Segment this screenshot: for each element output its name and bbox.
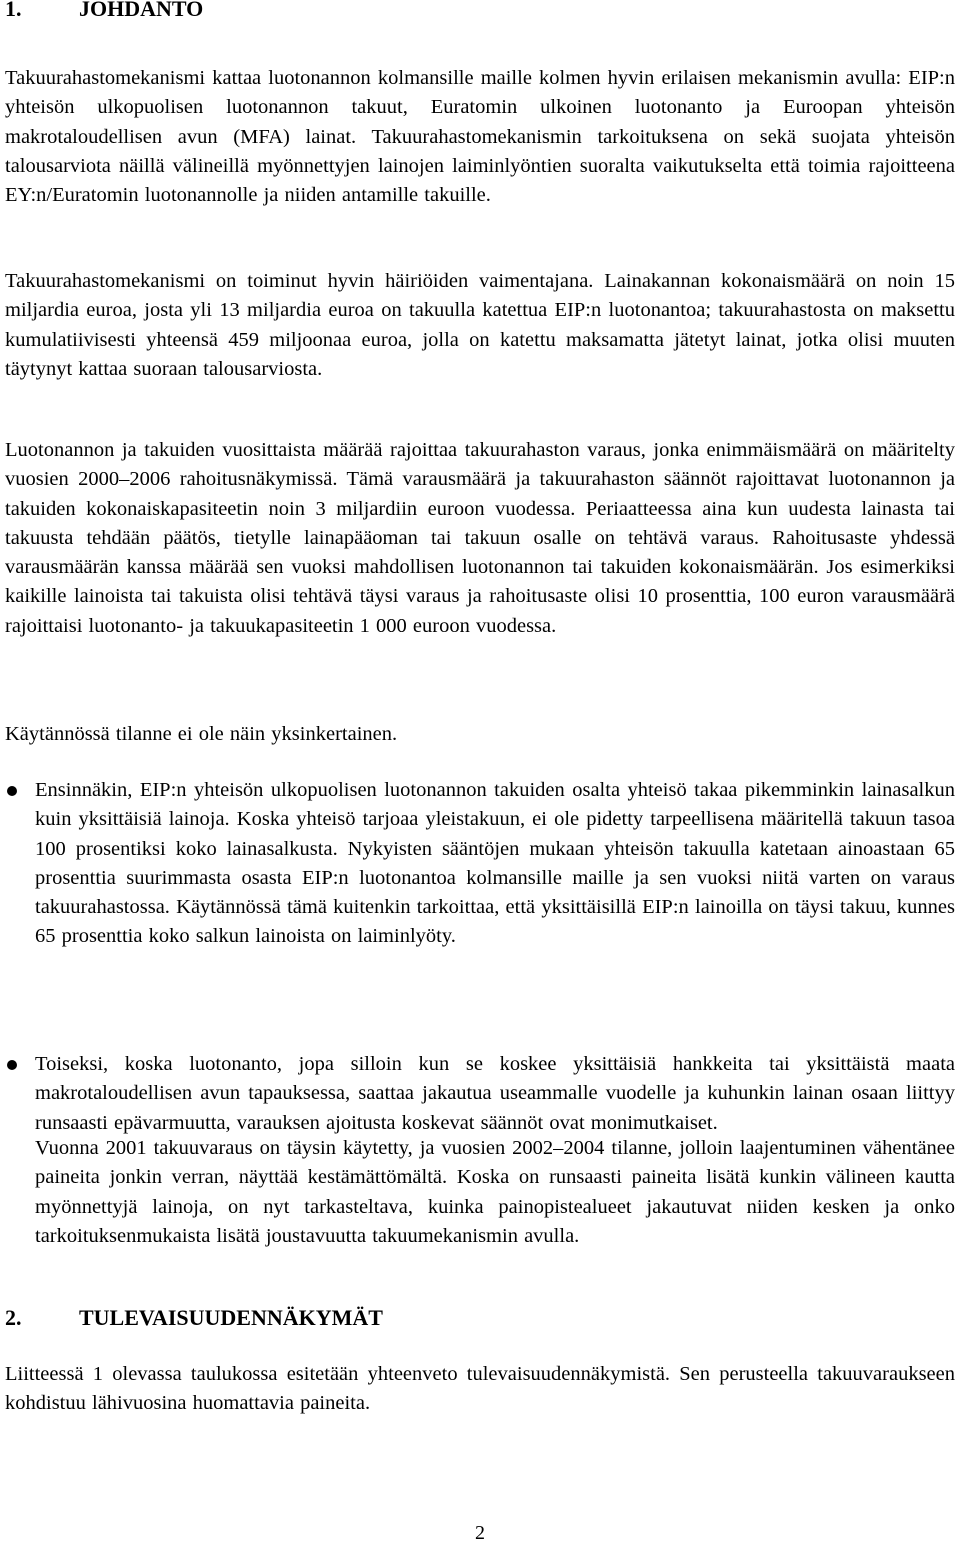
bullet-point-icon	[7, 786, 17, 796]
section-2-title: TULEVAISUUDENNÄKYMÄT	[79, 1305, 383, 1330]
section-2-heading	[5, 1306, 383, 1330]
section-1-heading	[5, 0, 203, 21]
bullet-item-2-text: Toiseksi, koska luotonanto, jopa silloin kun se koskee yksittäisiä hankkeita tai yksittäistä maata makrotaloudellisen avun tapauksessa, saattaa jakautua useammalle vuodelle ja kuhunkin lainan osaan liittyy runsaasti epävarmuutta, varauksen ajoitusta koskevat säännöt ovat monimutkaiset.	[35, 1053, 955, 1134]
bullet-item-1-text: Ensinnäkin, EIP:n yhteisön ulkopuolisen luotonannon takuiden osalta yhteisö takaa pikemminkin lainasalkun kuin yksittäisiä lainoja. Koska yhteisö tarjoaa yleistakuun, ei ole pidetty tarpeellisena määritellä takuun tasoa 100 prosentiksi koko lainasalkusta. Nykyisten sääntöjen mukaan yhteisön takuulla katetaan ainoastaan 65 prosenttia suurimmasta osasta EIP:n luotonantoa kolmansille maille ja sen vuoksi niitä varten on varaus takuurahastossa. Käytännössä tämä kuitenkin tarkoittaa, että yksittäisillä EIP:n lainoilla on täysi takuu, kunnes 65 prosenttia koko salkun lainoista on laiminlyöty.	[35, 779, 955, 948]
outlook-paragraph: Liitteessä 1 olevassa taulukossa esitetään yhteenveto tulevaisuudennäkymistä. Sen perusteella takuuvaraukseen kohdistuu lähivuosina huomattavia paineita.	[5, 1363, 955, 1415]
intro-paragraph-4: Käytännössä tilanne ei ole näin yksinkertainen.	[5, 723, 398, 745]
intro-paragraph-2: Takuurahastomekanismi on toiminut hyvin häiriöiden vaimentajana. Lainakannan kokonaismäärä on noin 15 miljardia euroa, josta yli 13 miljardia euroa on takuulla katettua EIP:n luotonantoa; takuurahastosta on maksettu kumulatiivisesti yhteensä 459 miljoonaa euroa, jolla on katettu maksamatta jätetyt lainat, jotka olisi muuten täytynyt kattaa suoraan talousarviosta.	[5, 270, 955, 380]
page-number: 2	[475, 1522, 485, 1544]
indented-paragraph: Vuonna 2001 takuuvaraus on täysin käytetty, ja vuosien 2002–2004 tilanne, jolloin laajentuminen vähentänee paineita jonkin verran, näyttää kestämättömältä. Koska on runsaasti paineita lisätä kunkin välineen kautta myönnettyjä lainoja, on nyt tarkasteltava, kuinka painopistealueet jakautuvat niiden kesken ja onko tarkoituksenmukaista lisätä joustavuutta takuumekanismin avulla.	[35, 1137, 955, 1247]
section-1-title: JOHDANTO	[79, 0, 204, 21]
intro-paragraph-3: Luotonannon ja takuiden vuosittaista määrää rajoittaa takuurahaston varaus, jonka enimmäismäärä on määritelty vuosien 2000–2006 rahoitusnäkymissä. Tämä varausmäärä ja takuurahaston säännöt rajoittavat luotonannon ja takuiden kokonaiskapasiteetin noin 3 miljardiin euroon vuodessa. Periaatteessa aina kun uudesta lainasta tai takuusta tehdään päätös, tietylle lainapääoman tai takuun osalle on tehtävä varaus. Rahoitusaste yhdessä varausmäärän kanssa määrää sen vuoksi mahdollisen luotonannon tai takuiden kokonaismäärän. Jos esimerkiksi kaikille lainoista tai takuista olisi tehtävä täysi varaus ja rahoitusaste olisi 10 prosenttia, 100 euron varausmäärä rajoittaisi luotonanto- ja takuukapasiteetin 1 000 euroon vuodessa.	[5, 439, 955, 637]
section-1-number: 1.	[5, 0, 22, 21]
bullet-point-icon	[7, 1060, 17, 1070]
section-2-number: 2.	[5, 1305, 22, 1330]
intro-paragraph-1: Takuurahastomekanismi kattaa luotonannon kolmansille maille kolmen hyvin erilaisen mekanismin avulla: EIP:n yhteisön ulkopuolisen luotonannon takuut, Euratomin ulkoinen luotonanto ja Euroopan yhteisön makrotaloudellisen avun (MFA) lainat. Takuurahastomekanismin tarkoituksena on sekä suojata yhteisön talousarviota näillä välineillä myönnettyjen lainojen laiminlyöntien suoralta vaikutukselta että toimia rajoitteena EY:n/Euratomin luotonannolle ja niiden antamille takuille.	[5, 67, 955, 207]
